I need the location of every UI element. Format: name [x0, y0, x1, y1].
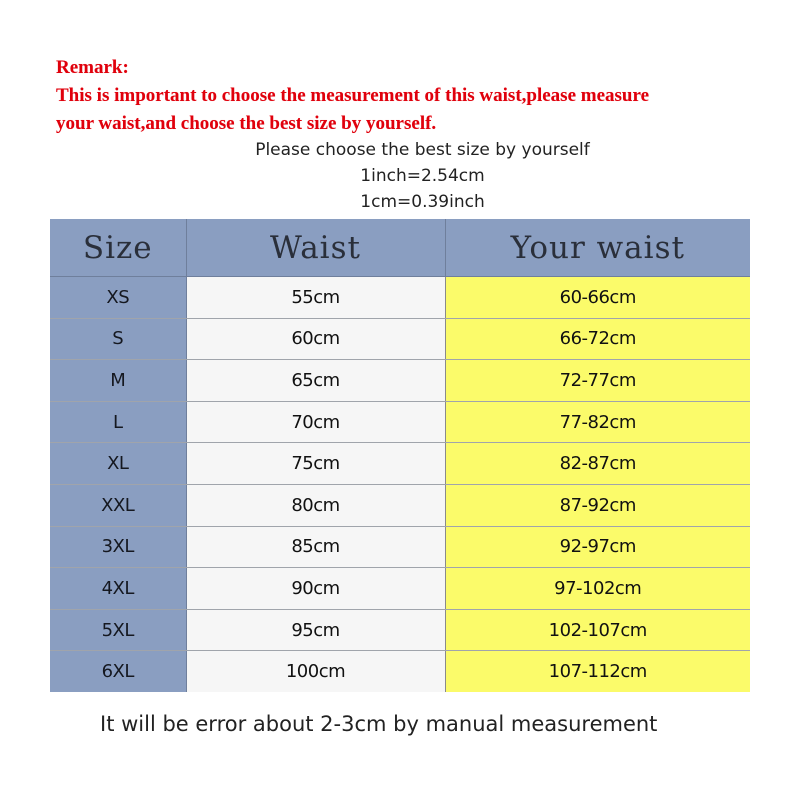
table-row — [50, 651, 750, 692]
size-cell: 4XL — [50, 568, 186, 610]
size-cell: M — [50, 360, 186, 402]
your-waist-cell: 97-102cm — [445, 568, 750, 610]
waist-cell: 70cm — [186, 401, 445, 443]
inch-to-cm-note: 1inch=2.54cm — [360, 166, 485, 186]
your-waist-cell: 60-66cm — [445, 277, 750, 319]
table-row — [50, 401, 750, 443]
header-your-waist: Your waist — [445, 219, 750, 277]
size-cell: L — [50, 401, 186, 443]
waist-cell: 75cm — [186, 443, 445, 485]
size-chart-table — [50, 219, 750, 692]
table-row — [50, 443, 750, 485]
remark-line-1: This is important to choose the measurement of this waist,please measure — [56, 85, 650, 106]
remark-block — [56, 54, 776, 138]
table-row — [50, 484, 750, 526]
your-waist-cell: 66-72cm — [445, 318, 750, 360]
size-cell: 6XL — [50, 651, 186, 692]
table-header-row — [50, 219, 750, 277]
size-cell: 3XL — [50, 526, 186, 568]
your-waist-cell: 107-112cm — [445, 651, 750, 692]
table-row — [50, 318, 750, 360]
your-waist-cell: 92-97cm — [445, 526, 750, 568]
table-row — [50, 277, 750, 319]
header-waist: Waist — [186, 219, 445, 277]
size-cell: S — [50, 318, 186, 360]
waist-cell: 60cm — [186, 318, 445, 360]
table-row — [50, 568, 750, 610]
remark-title: Remark: — [56, 57, 129, 78]
waist-cell: 85cm — [186, 526, 445, 568]
remark-line-2: your waist,and choose the best size by yourself. — [56, 113, 437, 134]
waist-cell: 65cm — [186, 360, 445, 402]
waist-cell: 95cm — [186, 609, 445, 651]
cm-to-inch-note: 1cm=0.39inch — [360, 192, 485, 212]
header-size: Size — [50, 219, 186, 277]
table-row — [50, 360, 750, 402]
measurement-error-note: It will be error about 2-3cm by manual measurement — [100, 712, 658, 736]
waist-cell: 80cm — [186, 484, 445, 526]
waist-cell: 90cm — [186, 568, 445, 610]
size-cell: XL — [50, 443, 186, 485]
your-waist-cell: 87-92cm — [445, 484, 750, 526]
your-waist-cell: 72-77cm — [445, 360, 750, 402]
size-cell: XXL — [50, 484, 186, 526]
table-row — [50, 526, 750, 568]
size-cell: 5XL — [50, 609, 186, 651]
choose-size-note: Please choose the best size by yourself — [255, 140, 590, 160]
size-cell: XS — [50, 277, 186, 319]
your-waist-cell: 82-87cm — [445, 443, 750, 485]
your-waist-cell: 77-82cm — [445, 401, 750, 443]
waist-cell: 55cm — [186, 277, 445, 319]
your-waist-cell: 102-107cm — [445, 609, 750, 651]
table-row — [50, 609, 750, 651]
waist-cell: 100cm — [186, 651, 445, 692]
